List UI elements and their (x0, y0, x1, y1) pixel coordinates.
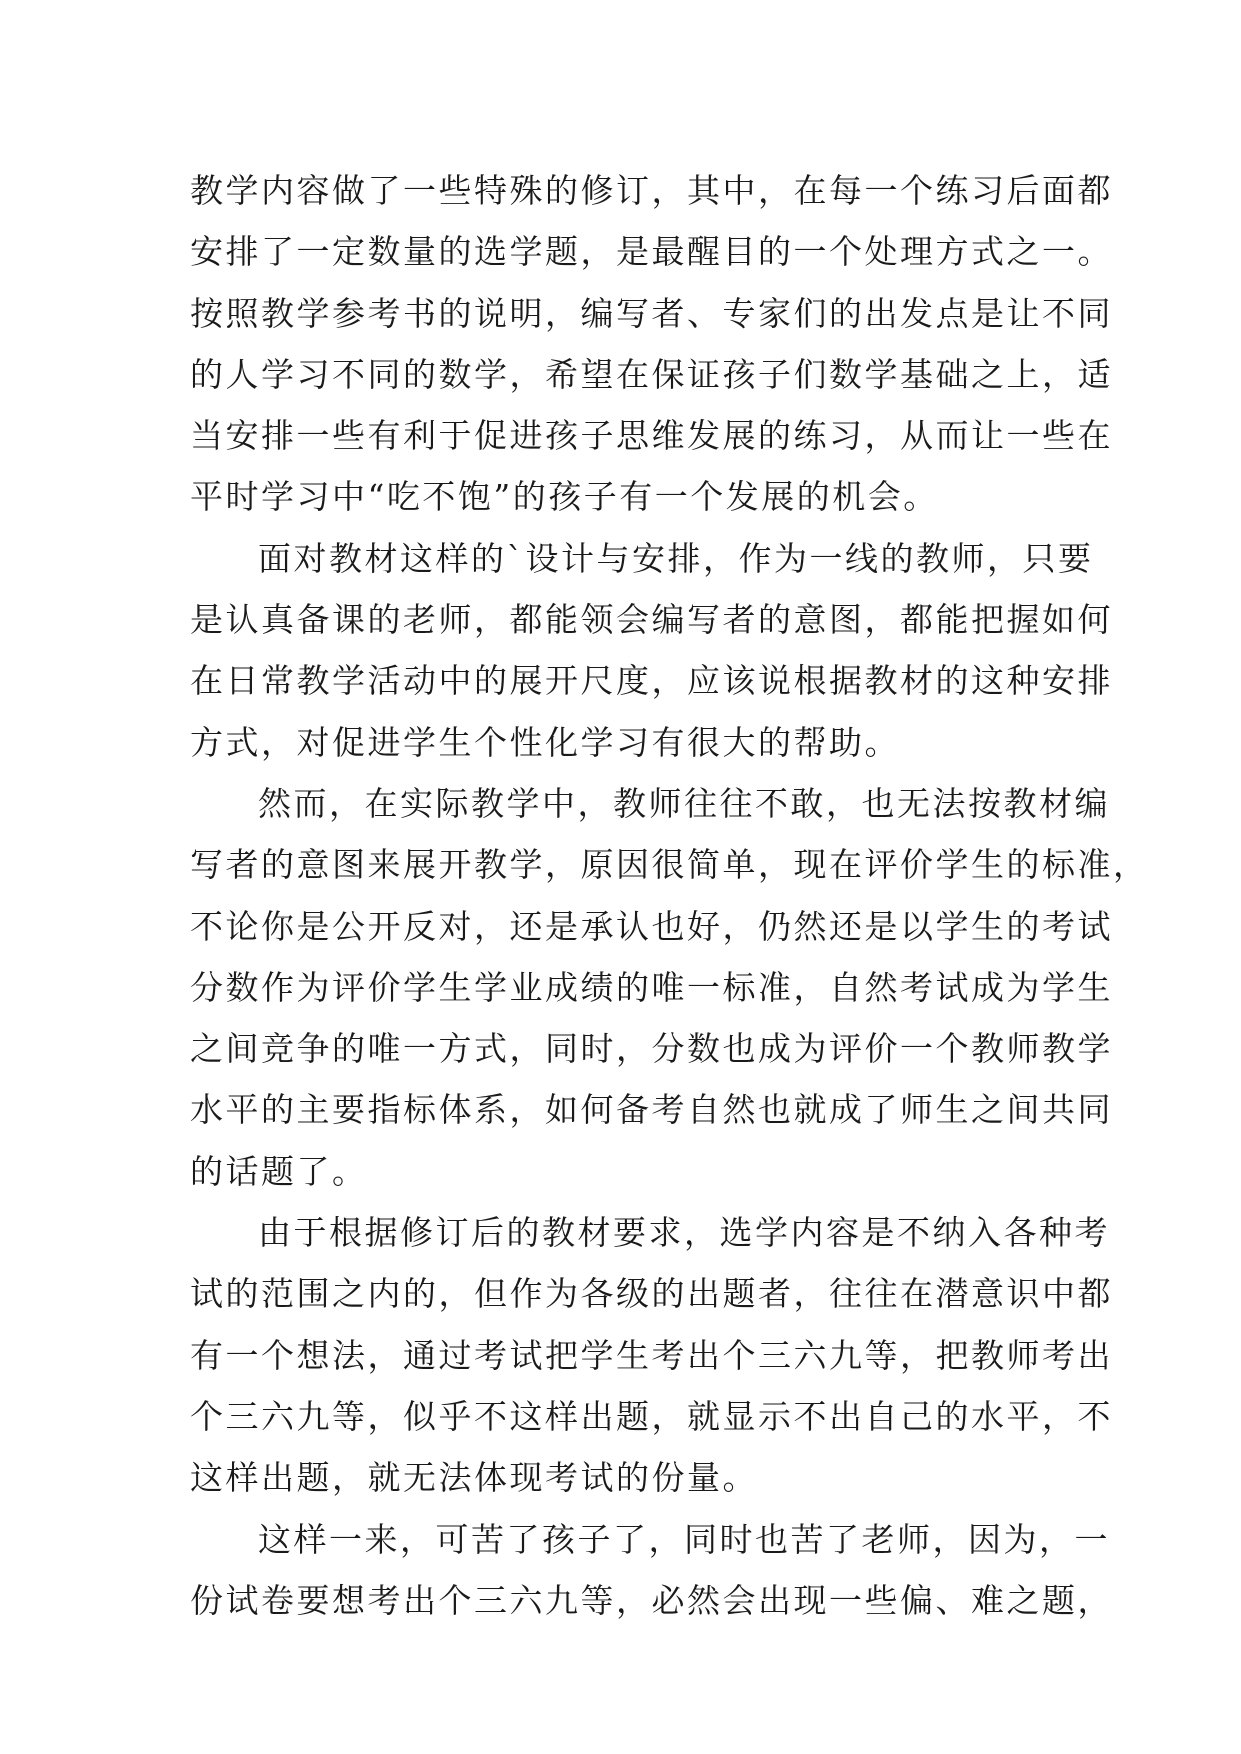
text-line: 面对教材这样的`设计与安排，作为一线的教师，只要 (258, 538, 1094, 578)
text-line: 不论你是公开反对，还是承认也好，仍然还是以学生的考试 (190, 906, 1113, 946)
paragraph-3 (190, 773, 1149, 1202)
text-line: 分数作为评价学生学业成绩的唯一标准，自然考试成为学生 (190, 967, 1113, 1007)
text-line: 这样一来，可苦了孩子了，同时也苦了老师，因为，一 (258, 1519, 1110, 1559)
text-line: 这样出题，就无法体现考试的份量。 (190, 1458, 758, 1498)
paragraph-4 (190, 1202, 1113, 1508)
text-line: 写者的意图来展开教学，原因很简单，现在评价学生的标准， (190, 845, 1149, 885)
paragraph-2 (190, 528, 1113, 773)
text-line: 份试卷要想考出个三六九等，必然会出现一些偏、难之题， (190, 1580, 1113, 1620)
paragraph-5 (190, 1509, 1113, 1632)
text-line: 个三六九等，似乎不这样出题，就显示不出自己的水平，不 (190, 1396, 1113, 1436)
text-line: 然而，在实际教学中，教师往往不敢，也无法按教材编 (258, 783, 1110, 823)
text-line: 平时学习中“吃不饱”的孩子有一个发展的机会。 (190, 477, 939, 517)
text-line: 试的范围之内的，但作为各级的出题者，往往在潜意识中都 (190, 1274, 1113, 1314)
text-line: 有一个想法，通过考试把学生考出个三六九等，把教师考出 (190, 1335, 1113, 1375)
text-line: 水平的主要指标体系，如何备考自然也就成了师生之间共同 (190, 1090, 1113, 1130)
text-line: 在日常教学活动中的展开尺度，应该说根据教材的这种安排 (190, 661, 1113, 701)
text-line: 当安排一些有利于促进孩子思维发展的练习，从而让一些在 (190, 416, 1113, 456)
document-body (190, 160, 1149, 1631)
text-line: 的话题了。 (190, 1151, 368, 1191)
text-line: 之间竞争的唯一方式，同时，分数也成为评价一个教师教学 (190, 1029, 1113, 1069)
text-line: 是认真备课的老师，都能领会编写者的意图，都能把握如何 (190, 600, 1113, 640)
text-line: 按照教学参考书的说明，编写者、专家们的出发点是让不同 (190, 293, 1113, 333)
text-line: 的人学习不同的数学，希望在保证孩子们数学基础之上，适 (190, 354, 1113, 394)
paragraph-1 (190, 160, 1113, 528)
text-line: 安排了一定数量的选学题，是最醒目的一个处理方式之一。 (190, 232, 1113, 272)
text-line: 由于根据修订后的教材要求，选学内容是不纳入各种考 (258, 1213, 1110, 1253)
text-line: 教学内容做了一些特殊的修订，其中，在每一个练习后面都 (190, 171, 1113, 210)
text-line: 方式，对促进学生个性化学习有很大的帮助。 (190, 722, 900, 762)
